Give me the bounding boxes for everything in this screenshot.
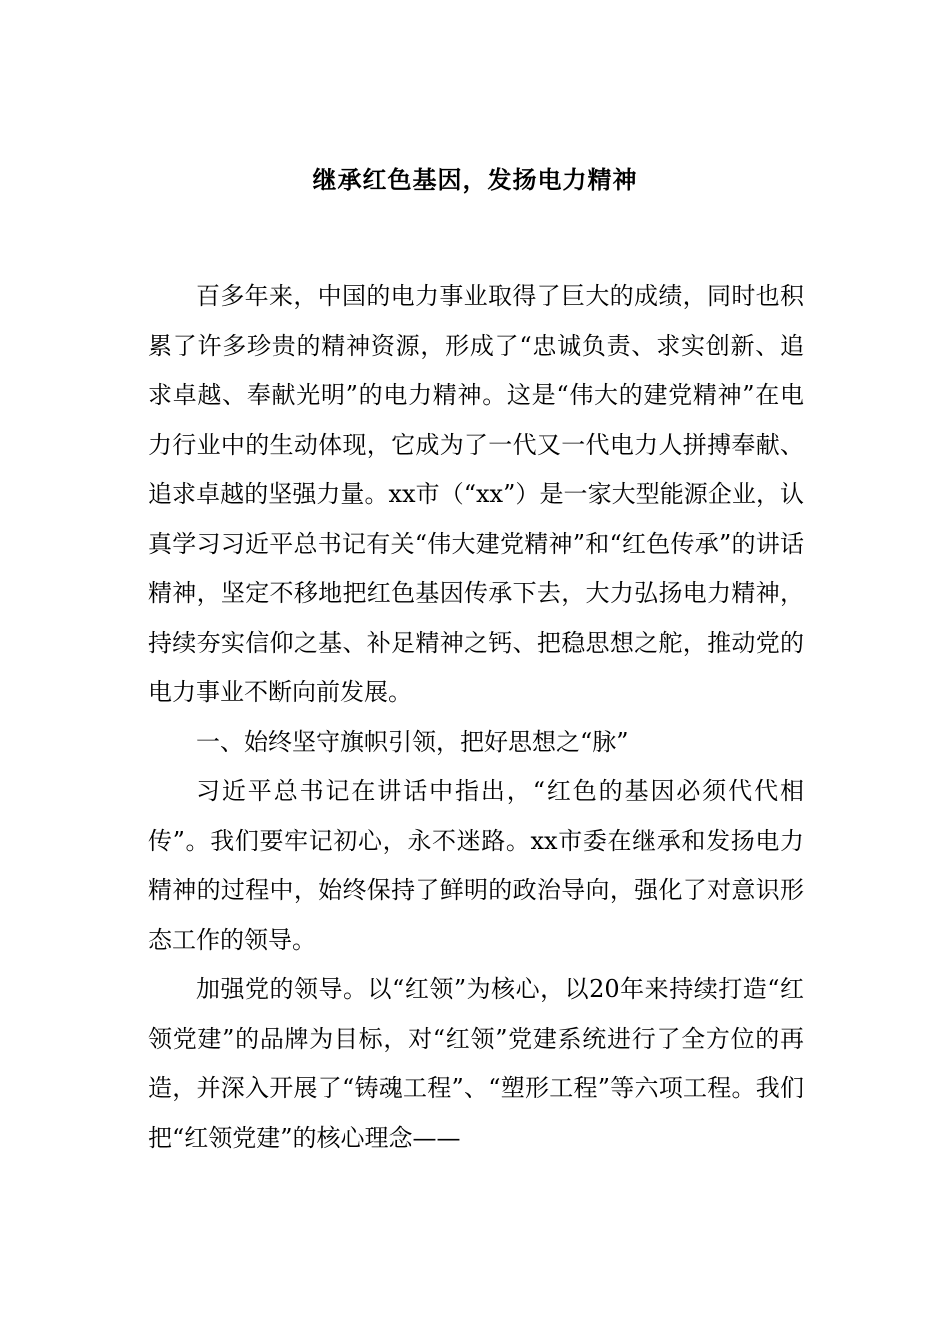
paragraph-party-leadership: 加强党的领导。以“红领”为核心，以20年来持续打造“红领党建”的品牌为目标，对“红领”党建系统进行了全方位的再造，并深入开展了“铸魂工程”、“塑形工程”等六项工程。我们把“红领党建”的核心理念—— <box>148 975 804 1152</box>
paragraph-intro: 百多年来，中国的电力事业取得了巨大的成绩，同时也积累了许多珍贵的精神资源，形成了“忠诚负责、求实创新、追求卓越、奉献光明”的电力精神。这是“伟大的建党精神”在电力行业中的生动体现，它成为了一代又一代电力人拼搏奉献、追求卓越的坚强力量。xx市（“xx”）是一家大型能源企业，认真学习习近平总书记有关“伟大建党精神”和“红色传承”的讲话精神，坚定不移地把红色基因传承下去，大力弘扬电力精神，持续夯实信仰之基、补足精神之钙、把稳思想之舵，推动党的电力事业不断向前发展。 <box>148 282 804 706</box>
paragraph-section-1: 习近平总书记在讲话中指出，“红色的基因必须代代相传”。我们要牢记初心，永不迷路。xx市委在继承和发扬电力精神的过程中，始终保持了鲜明的政治导向，强化了对意识形态工作的领导。 <box>148 777 804 954</box>
section-heading-1: 一、始终坚守旗帜引领，把好思想之“脉” <box>196 727 629 756</box>
document-body <box>148 272 804 1163</box>
document-title: 继承红色基因，发扬电力精神 <box>312 165 638 194</box>
